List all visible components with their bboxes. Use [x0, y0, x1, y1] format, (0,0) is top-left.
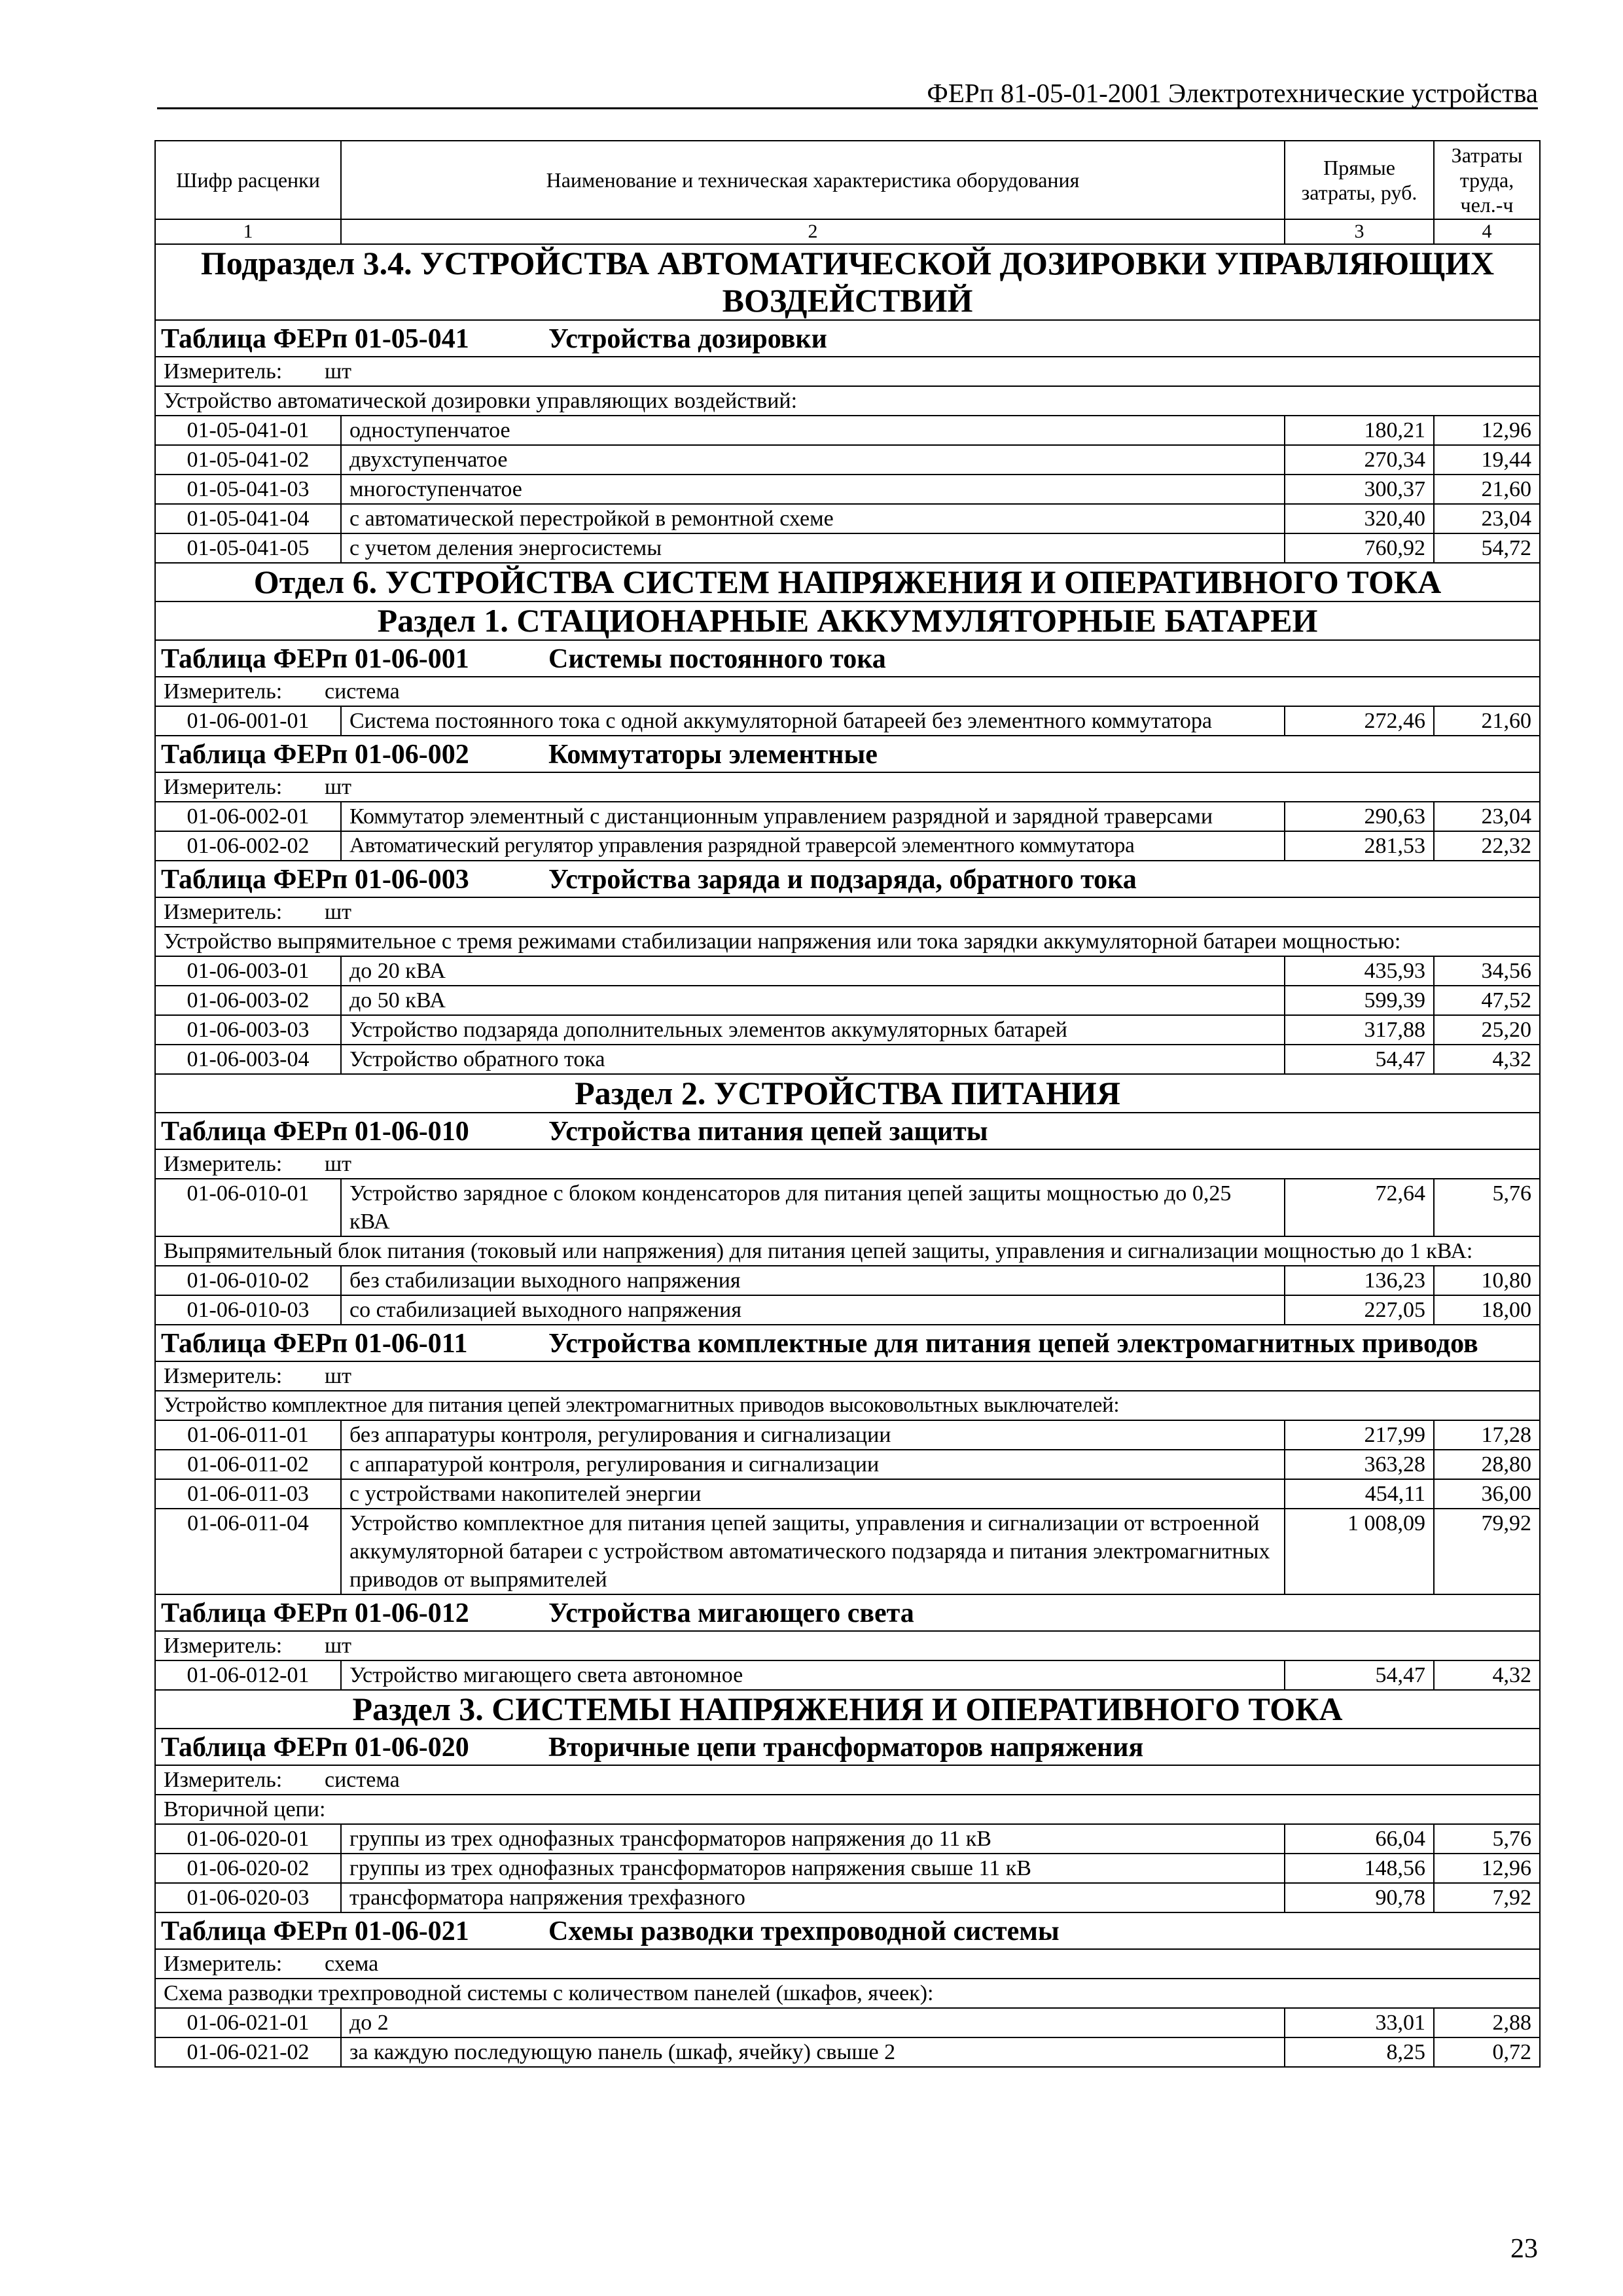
column-number-row — [155, 219, 1540, 244]
table-row — [155, 1479, 1540, 1509]
rate-cost: 760,92 — [1285, 533, 1434, 563]
table-title-row — [155, 1912, 1540, 1949]
table-row — [155, 831, 1540, 861]
group-note: Схема разводки трехпроводной системы с количеством панелей (шкафов, ячеек): — [155, 1979, 1540, 2008]
rate-name: со стабилизацией выходного напряжения — [341, 1295, 1285, 1325]
rate-labor: 34,56 — [1434, 956, 1540, 986]
rate-name: без аппаратуры контроля, регулирования и сигнализации — [341, 1420, 1285, 1450]
rate-code: 01-06-011-04 — [155, 1509, 341, 1594]
rate-name: Устройство подзаряда дополнительных элементов аккумуляторных батарей — [341, 1015, 1285, 1045]
section-heading-row — [155, 601, 1540, 640]
rate-cost: 435,93 — [1285, 956, 1434, 986]
table-row — [155, 1420, 1540, 1450]
table-name: Устройства заряда и подзаряда, обратного тока — [548, 865, 1137, 895]
measure-row — [155, 677, 1540, 706]
table-name: Коммутаторы элементные — [548, 740, 878, 770]
measure-row — [155, 772, 1540, 802]
rate-cost: 363,28 — [1285, 1450, 1434, 1479]
measure-cell — [155, 772, 1540, 802]
table-title-row — [155, 1594, 1540, 1631]
rate-code: 01-06-002-01 — [155, 802, 341, 831]
measure-label: Измеритель: — [164, 679, 283, 704]
rate-cost: 33,01 — [1285, 2008, 1434, 2037]
measure-label: Измеритель: — [164, 1768, 283, 1792]
section-heading-row — [155, 244, 1540, 320]
section-heading: Отдел 6. УСТРОЙСТВА СИСТЕМ НАПРЯЖЕНИЯ И ОПЕРАТИВНОГО ТОКА — [155, 563, 1540, 601]
rate-name: с автоматической перестройкой в ремонтной схеме — [341, 504, 1285, 533]
rate-name: трансформатора напряжения трехфазного — [341, 1883, 1285, 1912]
table-row — [155, 475, 1540, 504]
rate-cost: 54,47 — [1285, 1660, 1434, 1690]
rate-labor: 21,60 — [1434, 475, 1540, 504]
rate-name: Устройство комплектное для питания цепей защиты, управления и сигнализации от встроенной аккумуляторной батареи с устройством автоматического подзаряда и питания электромагнитных приводов от выпрямителей — [341, 1509, 1285, 1594]
rate-name: с устройствами накопителей энергии — [341, 1479, 1285, 1509]
rate-name: Устройство мигающего света автономное — [341, 1660, 1285, 1690]
table-number: Таблица ФЕРп 01-06-011 — [161, 1329, 468, 1359]
running-header: ФЕРп 81-05-01-2001 Электротехнические устройства — [927, 78, 1538, 108]
measure-cell — [155, 1361, 1540, 1391]
rate-code: 01-06-011-03 — [155, 1479, 341, 1509]
table-name: Устройства мигающего света — [548, 1598, 914, 1628]
rate-cost: 217,99 — [1285, 1420, 1434, 1450]
measure-cell — [155, 357, 1540, 386]
rate-code: 01-06-020-03 — [155, 1883, 341, 1912]
rate-name: двухступенчатое — [341, 445, 1285, 475]
measure-unit: система — [325, 679, 400, 704]
measure-row — [155, 357, 1540, 386]
measure-row — [155, 1949, 1540, 1979]
rate-labor: 5,76 — [1434, 1824, 1540, 1854]
group-note: Вторичной цепи: — [155, 1795, 1540, 1824]
rate-cost: 148,56 — [1285, 1854, 1434, 1883]
measure-cell — [155, 897, 1540, 927]
rate-cost: 1 008,09 — [1285, 1509, 1434, 1594]
rate-labor: 2,88 — [1434, 2008, 1540, 2037]
rate-name: без стабилизации выходного напряжения — [341, 1266, 1285, 1295]
table-title — [155, 1594, 1540, 1631]
rates-table — [154, 140, 1541, 2068]
table-number: Таблица ФЕРп 01-06-010 — [161, 1117, 469, 1147]
table-number: Таблица ФЕРп 01-05-041 — [161, 324, 469, 354]
table-row — [155, 504, 1540, 533]
table-title — [155, 861, 1540, 897]
rate-name: до 2 — [341, 2008, 1285, 2037]
column-header-code: Шифр расценки — [155, 141, 341, 219]
table-title-row — [155, 861, 1540, 897]
rate-cost: 300,37 — [1285, 475, 1434, 504]
rate-labor: 36,00 — [1434, 1479, 1540, 1509]
measure-cell — [155, 1149, 1540, 1179]
rate-code: 01-05-041-02 — [155, 445, 341, 475]
rate-name: Автоматический регулятор управления разрядной траверсой элементного коммутатора — [341, 831, 1285, 861]
rate-name: Устройство зарядное с блоком конденсаторов для питания цепей защиты мощностью до 0,25 кВА — [341, 1179, 1285, 1236]
rate-code: 01-06-010-01 — [155, 1179, 341, 1236]
table-row — [155, 1179, 1540, 1236]
rate-code: 01-05-041-05 — [155, 533, 341, 563]
measure-label: Измеритель: — [164, 1152, 283, 1176]
rate-code: 01-06-012-01 — [155, 1660, 341, 1690]
rate-name: до 50 кВА — [341, 986, 1285, 1015]
measure-unit: шт — [325, 1634, 352, 1658]
section-heading: Подраздел 3.4. УСТРОЙСТВА АВТОМАТИЧЕСКОЙ ДОЗИРОВКИ УПРАВЛЯЮЩИХ ВОЗДЕЙСТВИЙ — [155, 244, 1540, 320]
measure-unit: шт — [325, 359, 352, 384]
rate-labor: 21,60 — [1434, 706, 1540, 736]
rate-code: 01-05-041-04 — [155, 504, 341, 533]
measure-row — [155, 1361, 1540, 1391]
section-heading: Раздел 3. СИСТЕМЫ НАПРЯЖЕНИЯ И ОПЕРАТИВНОГО ТОКА — [155, 1690, 1540, 1729]
measure-unit: шт — [325, 900, 352, 924]
rate-name: группы из трех однофазных трансформаторов напряжения до 11 кВ — [341, 1824, 1285, 1854]
table-title-row — [155, 640, 1540, 677]
rate-labor: 7,92 — [1434, 1883, 1540, 1912]
table-row — [155, 706, 1540, 736]
note-row — [155, 927, 1540, 956]
rate-cost: 180,21 — [1285, 416, 1434, 445]
rate-labor: 19,44 — [1434, 445, 1540, 475]
rate-code: 01-06-010-03 — [155, 1295, 341, 1325]
rate-labor: 5,76 — [1434, 1179, 1540, 1236]
measure-row — [155, 897, 1540, 927]
section-heading: Раздел 2. УСТРОЙСТВА ПИТАНИЯ — [155, 1074, 1540, 1113]
rate-cost: 290,63 — [1285, 802, 1434, 831]
table-row — [155, 802, 1540, 831]
table-number: Таблица ФЕРп 01-06-002 — [161, 740, 469, 770]
table-row — [155, 1509, 1540, 1594]
table-title-row — [155, 320, 1540, 357]
column-header-name: Наименование и техническая характеристика оборудования — [341, 141, 1285, 219]
rate-labor: 54,72 — [1434, 533, 1540, 563]
group-note: Устройство комплектное для питания цепей электромагнитных приводов высоковольтных выключателей: — [155, 1391, 1540, 1420]
table-name: Схемы разводки трехпроводной системы — [548, 1916, 1060, 1946]
measure-label: Измеритель: — [164, 900, 283, 924]
table-title-row — [155, 736, 1540, 772]
table-name: Устройства дозировки — [548, 324, 827, 354]
rate-name: Система постоянного тока с одной аккумуляторной батареей без элементного коммутатора — [341, 706, 1285, 736]
table-row — [155, 2037, 1540, 2067]
rate-code: 01-06-020-02 — [155, 1854, 341, 1883]
note-row — [155, 1391, 1540, 1420]
rate-code: 01-06-003-01 — [155, 956, 341, 986]
rate-labor: 23,04 — [1434, 504, 1540, 533]
measure-label: Измеритель: — [164, 359, 283, 384]
section-heading-row — [155, 1074, 1540, 1113]
table-name: Устройства комплектные для питания цепей электромагнитных приводов — [548, 1329, 1478, 1359]
table-name: Устройства питания цепей защиты — [548, 1117, 988, 1147]
rate-labor: 4,32 — [1434, 1045, 1540, 1074]
column-header-labor: Затраты труда, чел.-ч — [1434, 141, 1540, 219]
rate-code: 01-06-001-01 — [155, 706, 341, 736]
rate-labor: 0,72 — [1434, 2037, 1540, 2067]
table-row — [155, 533, 1540, 563]
rate-code: 01-05-041-03 — [155, 475, 341, 504]
table-title-row — [155, 1325, 1540, 1361]
table-row — [155, 1295, 1540, 1325]
group-note: Устройство автоматической дозировки управляющих воздействий: — [155, 386, 1540, 416]
group-note: Выпрямительный блок питания (токовый или напряжения) для питания цепей защиты, управления и сигнализации мощностью до 1 кВА: — [155, 1236, 1540, 1266]
column-header-cost: Прямые затраты, руб. — [1285, 141, 1434, 219]
table-row — [155, 1660, 1540, 1690]
rate-name: с учетом деления энергосистемы — [341, 533, 1285, 563]
rate-labor: 23,04 — [1434, 802, 1540, 831]
table-number: Таблица ФЕРп 01-06-021 — [161, 1916, 469, 1946]
measure-label: Измеритель: — [164, 1634, 283, 1658]
rate-cost: 272,46 — [1285, 706, 1434, 736]
rate-code: 01-06-021-02 — [155, 2037, 341, 2067]
column-number: 4 — [1434, 219, 1540, 244]
rate-cost: 270,34 — [1285, 445, 1434, 475]
table-row — [155, 1824, 1540, 1854]
table-number: Таблица ФЕРп 01-06-001 — [161, 644, 469, 674]
table-row — [155, 956, 1540, 986]
rate-labor: 79,92 — [1434, 1509, 1540, 1594]
column-header-row — [155, 141, 1540, 219]
rate-cost: 8,25 — [1285, 2037, 1434, 2067]
measure-unit: шт — [325, 1152, 352, 1176]
rate-code: 01-06-002-02 — [155, 831, 341, 861]
table-row — [155, 1015, 1540, 1045]
rate-code: 01-06-021-01 — [155, 2008, 341, 2037]
rate-name: многоступенчатое — [341, 475, 1285, 504]
measure-label: Измеритель: — [164, 775, 283, 799]
note-row — [155, 386, 1540, 416]
table-title — [155, 320, 1540, 357]
measure-unit: система — [325, 1768, 400, 1792]
rate-cost: 227,05 — [1285, 1295, 1434, 1325]
rate-name: одноступенчатое — [341, 416, 1285, 445]
table-number: Таблица ФЕРп 01-06-003 — [161, 865, 469, 895]
column-number: 3 — [1285, 219, 1434, 244]
table-row — [155, 1045, 1540, 1074]
table-title-row — [155, 1729, 1540, 1765]
measure-row — [155, 1149, 1540, 1179]
measure-label: Измеритель: — [164, 1364, 283, 1388]
table-row — [155, 445, 1540, 475]
rate-cost: 599,39 — [1285, 986, 1434, 1015]
rate-cost: 136,23 — [1285, 1266, 1434, 1295]
rate-cost: 90,78 — [1285, 1883, 1434, 1912]
rate-code: 01-06-010-02 — [155, 1266, 341, 1295]
rate-code: 01-06-003-03 — [155, 1015, 341, 1045]
rate-labor: 12,96 — [1434, 416, 1540, 445]
rate-name: группы из трех однофазных трансформаторов напряжения свыше 11 кВ — [341, 1854, 1285, 1883]
rate-labor: 4,32 — [1434, 1660, 1540, 1690]
rate-code: 01-05-041-01 — [155, 416, 341, 445]
rate-name: до 20 кВА — [341, 956, 1285, 986]
page-number: 23 — [1510, 2234, 1538, 2264]
table-title — [155, 640, 1540, 677]
table-title — [155, 1113, 1540, 1149]
note-row — [155, 1979, 1540, 2008]
measure-unit: шт — [325, 1364, 352, 1388]
section-heading: Раздел 1. СТАЦИОНАРНЫЕ АККУМУЛЯТОРНЫЕ БАТАРЕИ — [155, 601, 1540, 640]
rate-code: 01-06-003-04 — [155, 1045, 341, 1074]
table-title — [155, 736, 1540, 772]
rate-labor: 22,32 — [1434, 831, 1540, 861]
rate-name: за каждую последующую панель (шкаф, ячейку) свыше 2 — [341, 2037, 1285, 2067]
table-number: Таблица ФЕРп 01-06-012 — [161, 1598, 469, 1628]
rate-cost: 72,64 — [1285, 1179, 1434, 1236]
table-number: Таблица ФЕРп 01-06-020 — [161, 1732, 469, 1763]
measure-unit: шт — [325, 775, 352, 799]
section-heading-row — [155, 563, 1540, 601]
rate-labor: 10,80 — [1434, 1266, 1540, 1295]
table-title-row — [155, 1113, 1540, 1149]
rate-code: 01-06-011-02 — [155, 1450, 341, 1479]
rate-cost: 317,88 — [1285, 1015, 1434, 1045]
rate-labor: 17,28 — [1434, 1420, 1540, 1450]
table-row — [155, 1266, 1540, 1295]
rate-code: 01-06-020-01 — [155, 1824, 341, 1854]
rate-labor: 28,80 — [1434, 1450, 1540, 1479]
rate-cost: 454,11 — [1285, 1479, 1434, 1509]
table-row — [155, 416, 1540, 445]
measure-unit: схема — [325, 1952, 379, 1976]
column-number: 1 — [155, 219, 341, 244]
measure-cell — [155, 677, 1540, 706]
rate-cost: 66,04 — [1285, 1824, 1434, 1854]
table-row — [155, 2008, 1540, 2037]
table-row — [155, 1883, 1540, 1912]
rate-code: 01-06-003-02 — [155, 986, 341, 1015]
rate-cost: 320,40 — [1285, 504, 1434, 533]
table-title — [155, 1912, 1540, 1949]
rate-name: Устройство обратного тока — [341, 1045, 1285, 1074]
measure-cell — [155, 1631, 1540, 1660]
table-name: Вторичные цепи трансформаторов напряжения — [548, 1732, 1144, 1763]
note-row — [155, 1795, 1540, 1824]
rate-cost: 281,53 — [1285, 831, 1434, 861]
rate-name: с аппаратурой контроля, регулирования и сигнализации — [341, 1450, 1285, 1479]
rate-labor: 47,52 — [1434, 986, 1540, 1015]
column-number: 2 — [341, 219, 1285, 244]
table-row — [155, 986, 1540, 1015]
measure-row — [155, 1765, 1540, 1795]
table-title — [155, 1325, 1540, 1361]
table-row — [155, 1450, 1540, 1479]
section-heading-row — [155, 1690, 1540, 1729]
rate-labor: 12,96 — [1434, 1854, 1540, 1883]
measure-cell — [155, 1949, 1540, 1979]
group-note: Устройство выпрямительное с тремя режимами стабилизации напряжения или тока зарядки аккумуляторной батареи мощностью: — [155, 927, 1540, 956]
rate-cost: 54,47 — [1285, 1045, 1434, 1074]
rate-name: Коммутатор элементный с дистанционным управлением разрядной и зарядной траверсами — [341, 802, 1285, 831]
rate-code: 01-06-011-01 — [155, 1420, 341, 1450]
table-row — [155, 1854, 1540, 1883]
rate-labor: 25,20 — [1434, 1015, 1540, 1045]
table-name: Системы постоянного тока — [548, 644, 886, 674]
header-rule — [157, 107, 1538, 109]
measure-cell — [155, 1765, 1540, 1795]
note-row — [155, 1236, 1540, 1266]
measure-row — [155, 1631, 1540, 1660]
rate-labor: 18,00 — [1434, 1295, 1540, 1325]
table-title — [155, 1729, 1540, 1765]
measure-label: Измеритель: — [164, 1952, 283, 1976]
